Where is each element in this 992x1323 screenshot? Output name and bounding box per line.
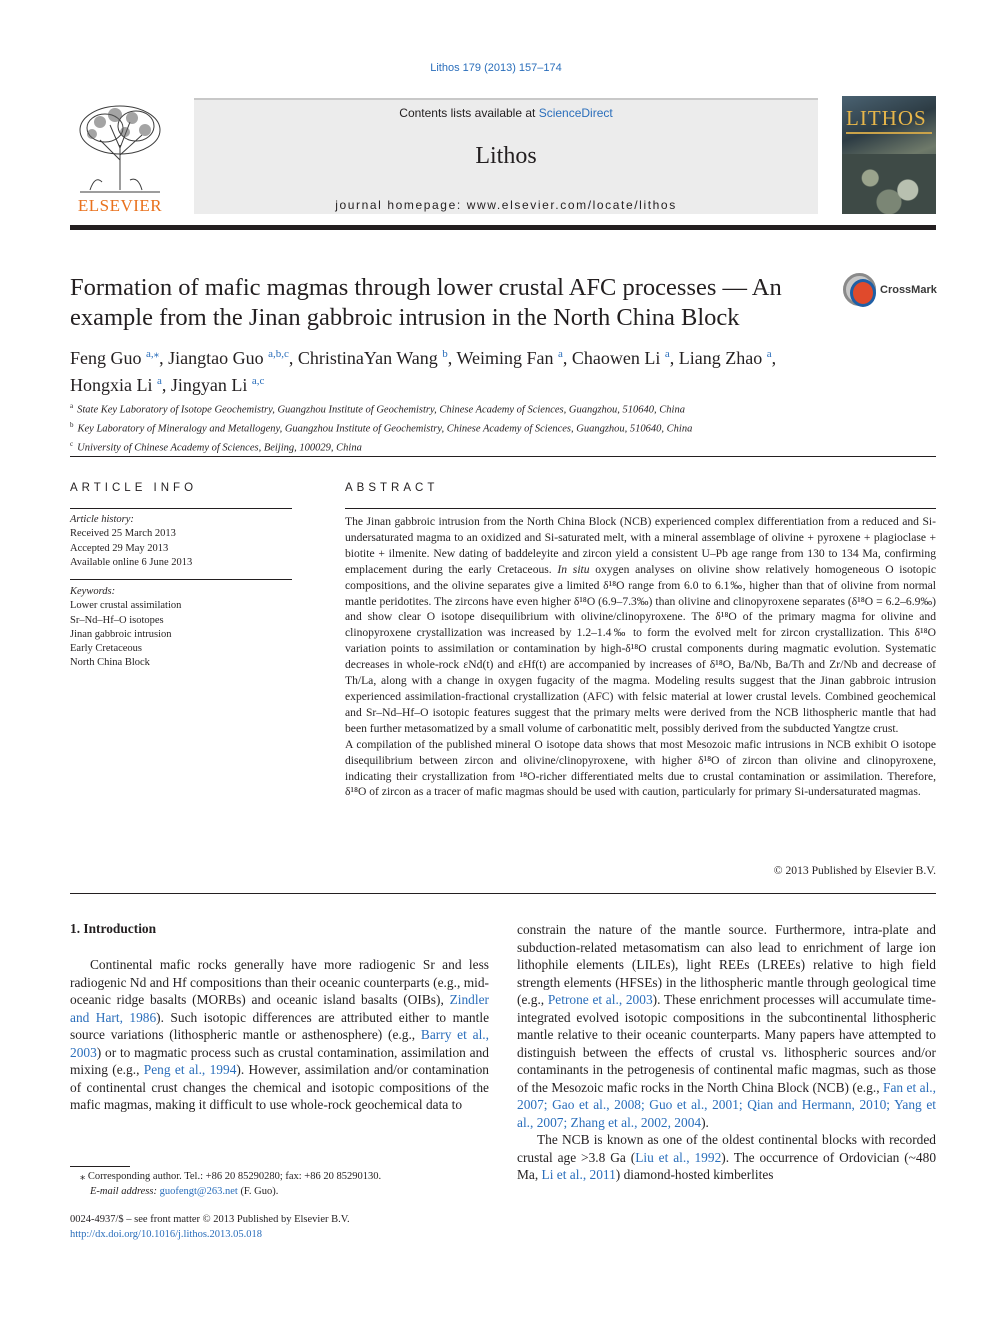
contents-available-line	[194, 106, 818, 120]
body-text: ). However, assimilation and/or contamination of continental crust changes the chemical and isotopic compositions of the mafic magmas, making it difficult to use whole-rock geochemical data to	[70, 1062, 490, 1112]
affiliation-item: $^c$ University of Chinese Academy of Sciences, Beijing, 100029, China	[70, 439, 362, 454]
author[interactable]: Feng Guo $^{a,⁎}$	[70, 348, 160, 368]
keyword-item: Sr–Nd–Hf–O isotopes	[70, 614, 164, 626]
affiliation-item: $^b$ Key Laboratory of Mineralogy and Metallogeny, Guangzhou Institute of Geochemistry, Chinese Academy of Sciences, Guangzhou, 510640, China	[70, 420, 693, 435]
body-text: ). Such isotopic differences are attributed either to mantle source variations (lithospheric mantle or asthenosphere) (e.g.,	[70, 1009, 490, 1042]
body-text: ) diamond-hosted kimberlites	[615, 1167, 774, 1182]
citation-link[interactable]: Liu et al., 1992	[635, 1149, 722, 1165]
body-column-right	[517, 921, 936, 1184]
received-date: Received 25 March 2013	[70, 528, 176, 540]
header-rule	[70, 225, 936, 230]
online-date: Available online 6 June 2013	[70, 556, 193, 568]
section-divider	[70, 456, 936, 457]
keyword-item: North China Block	[70, 657, 150, 669]
crossmark-label: CrossMark	[880, 284, 937, 296]
footnote-rule	[70, 1166, 130, 1167]
author[interactable]: Jingyan Li $^{a,c}$	[170, 375, 265, 395]
intro-paragraph-1-continued	[517, 921, 936, 1131]
citation-link[interactable]: Petrone et al., 2003	[547, 992, 653, 1007]
body-column-left	[70, 956, 489, 1114]
author[interactable]: Chaowen Li $^a$	[571, 348, 670, 368]
citation-link[interactable]: Fan et al., 2007; Gao et al., 2008; Guo et al., 2001; Qian and Hermann, 2010; Yang et al., 2007; Zhang et al., 2002, 2004	[517, 1079, 937, 1130]
body-divider	[70, 893, 936, 894]
keywords-rule	[70, 579, 292, 580]
citation-link[interactable]: Peng et al., 1994	[143, 1062, 237, 1077]
body-text: ). These enrichment processes will accumulate time-integrated evolved isotopic compositions in the subcontinental lithospheric mantle relative to their oceanic counterparts. Many papers have attempted to distinguish between the effects of crustal vs. lithospheric sources and/or contaminants in the petrogenesis of continental mafic magmas, such as those of the Mesozoic mafic rocks in the North China Block (NCB) (e.g.,	[517, 992, 936, 1095]
sciencedirect-link[interactable]: ScienceDirect	[538, 106, 613, 120]
doi-link[interactable]: http://dx.doi.org/10.1016/j.lithos.2013.05.018	[70, 1228, 263, 1240]
journal-citation-link[interactable]: Lithos 179 (2013) 157–174	[430, 62, 562, 74]
citation-link[interactable]: Li et al., 2011	[541, 1167, 616, 1182]
keyword-item: Early Cretaceous	[70, 643, 143, 655]
citation-link[interactable]: Zindler and Hart, 1986	[70, 992, 489, 1025]
article-info-rule	[70, 508, 292, 509]
body-text: ).	[701, 1114, 709, 1130]
abstract-copyright: © 2013 Published by Elsevier B.V.	[773, 864, 936, 877]
keyword-item: Jinan gabbroic intrusion	[70, 628, 172, 640]
email-link[interactable]: guofengt@263.net	[159, 1185, 238, 1197]
accepted-date: Accepted 29 May 2013	[70, 542, 169, 554]
keywords-label: Keywords:	[70, 586, 116, 597]
journal-header-box	[194, 98, 818, 214]
affiliation-item: $^a$ State Key Laboratory of Isotope Geochemistry, Guangzhou Institute of Geochemistry, Chinese Academy of Sciences, Guangzhou, 510640, China	[70, 402, 685, 416]
section-heading-introduction: 1. Introduction	[70, 921, 157, 936]
body-text: Continental mafic rocks generally have more radiogenic Sr and less radiogenic Nd and Hf compositions than their oceanic counterparts (e.g., mid-oceanic ridge basalts (MORBs) and oceanic island basalts (OIBs),	[70, 957, 489, 1007]
keyword-item: Lower crustal assimilation	[70, 600, 182, 612]
cover-divider	[846, 132, 932, 134]
body-text: ) or to magmatic process such as crustal contamination, assimilation and mixing (e.g.,	[70, 1044, 489, 1077]
abstract-body	[345, 514, 936, 800]
keywords-block	[70, 585, 292, 671]
author[interactable]: Liang Zhao $^a$	[678, 348, 772, 368]
cover-rock-photo	[842, 154, 936, 214]
author-list: Feng Guo $^{a,⁎}$, Jiangtao Guo $^{a,b,c}$, ChristinaYan Wang $^b$, Weiming Fan $^a$, Chaowen Li $^a$, Liang Zhao $^a$, Hongxia Li $^a$, Jingyan Li $^{a,c}$	[70, 348, 777, 395]
article-history	[70, 513, 292, 570]
author[interactable]: ChristinaYan Wang $^b$	[297, 348, 448, 368]
author[interactable]: Hongxia Li $^a$	[70, 375, 162, 395]
affiliation-list	[70, 399, 936, 455]
title-line-2: example from the Jinan gabbroic intrusion in the North China Block	[70, 304, 740, 331]
intro-paragraph-1	[70, 956, 489, 1114]
author[interactable]: Jiangtao Guo $^{a,b,c}$	[168, 348, 289, 368]
abstract-rule	[345, 508, 936, 509]
citation-link[interactable]: Barry et al., 2003	[70, 1027, 489, 1060]
footnotes	[70, 1170, 490, 1199]
abstract-paragraph-1: The Jinan gabbroic intrusion from the North China Block (NCB) experienced complex differentiation from a reduced and Si-undersaturated magma to an oxidized and Si-saturated melt, with a mineral assemblage of olivine + pyroxene + plagioclase + biotite + ilmenite. New dating of baddeleyite and zircon yield a consistent U–Pb age range from 130 to 134 Ma, confirming emplacement during the early Cretaceous. In situ oxygen analyses on olivine show relatively homogeneous O isotopic compositions, and the olivine separates give a limited δ¹⁸O range from 6.0 to 6.1‰, higher than that of olivine from normal mantle peridotites. The zircons have even higher δ¹⁸O (6.9–7.3‰) than olivine and clinopyroxene separates (δ¹⁸O = 6.2–6.9‰) and show clear O isotope disequilibrium with olivine/clinopyroxene. The δ¹⁸O of the primary magma for olivine and clinopyroxene crystallization was increased by 1.2–1.4‰ to form the evolved melt for zircon crystallization. This δ¹⁸O variation points to assimilation or contamination by high-δ¹⁸O crustal components during magmatic evolution. Systematic decreases in whole-rock εNd(t) and εHf(t) are accompanied by increases of δ¹⁸O, Ba/Nb, Ba/Th and Zr/Nb and decrease of Th/La, along with a change in oxygen fugacity of the magma. Modeling results suggest that the Jinan gabbroic intrusion experienced assimilation-fractional crystallization (AFC) with felsic material at lower crustal levels. Combined geochemical and Sr–Nd–Hf–O isotopic features suggest that the primary melts were derived from the NCB lithospheric mantle that had been further metasomatized by a small volume of carbonatitic melt, possibly derived from the subducted Yangtze crust.	[345, 515, 936, 735]
title-line-1: Formation of mafic magmas through lower crustal AFC processes — An	[70, 274, 782, 301]
issn-line: 0024-4937/$ – see front matter © 2013 Published by Elsevier B.V.	[70, 1214, 350, 1225]
intro-paragraph-2	[517, 1131, 936, 1184]
elsevier-wordmark: ELSEVIER	[77, 196, 163, 215]
article-meta-footer	[70, 1213, 490, 1242]
journal-cover-image[interactable]	[842, 96, 936, 214]
crossmark-badge[interactable]	[843, 272, 943, 308]
email-note: E-mail address: guofengt@263.net (F. Guo).	[90, 1185, 279, 1197]
article-info-heading: ARTICLE INFO	[70, 482, 198, 494]
contents-prefix: Contents lists available at	[399, 106, 539, 120]
crossmark-icon	[843, 273, 876, 306]
body-text: ). The occurrence of Ordovician (~480 Ma,	[517, 1149, 937, 1182]
article-title	[70, 273, 830, 333]
body-text: constrain the nature of the mantle source. Furthermore, intra-plate and subduction-related metasomatism can also lead to enrichment of large ion lithophile elements (LILEs), light REEs (LREEs) relative to high field strength elements (HFSEs) in the lithospheric mantle through geological time (e.g.,	[517, 922, 936, 1007]
journal-homepage-line	[194, 198, 818, 212]
author[interactable]: Weiming Fan $^a$	[456, 348, 563, 368]
cover-title: LITHOS	[846, 106, 927, 130]
journal-name: Lithos	[475, 143, 537, 169]
corresponding-author-note: ⁎ Corresponding author. Tel.: +86 20 85290280; fax: +86 20 85290130.	[80, 1171, 382, 1182]
homepage-url-link[interactable]: www.elsevier.com/locate/lithos	[466, 198, 677, 212]
body-text: The NCB is known as one of the oldest continental blocks with recorded crustal age >3.8 Ga (	[517, 1132, 936, 1165]
homepage-prefix: journal homepage:	[335, 198, 467, 212]
abstract-heading: ABSTRACT	[345, 482, 439, 494]
history-label: Article history:	[70, 514, 134, 525]
abstract-paragraph-2: A compilation of the published mineral O isotope data shows that most Mesozoic mafic intrusions in NCB exhibit O isotope disequilibrium between zircon and olivine/clinopyroxene, with higher δ¹⁸O of zircon than olivine and clinopyroxene, indicating their crystallization from ¹⁸O-richer differentiated melts due to crustal contamination or assimilation. Therefore, δ¹⁸O of zircon as a tracer of mafic magmas should be used with caution, particularly for primary Si-undersaturated magmas.	[345, 737, 936, 799]
